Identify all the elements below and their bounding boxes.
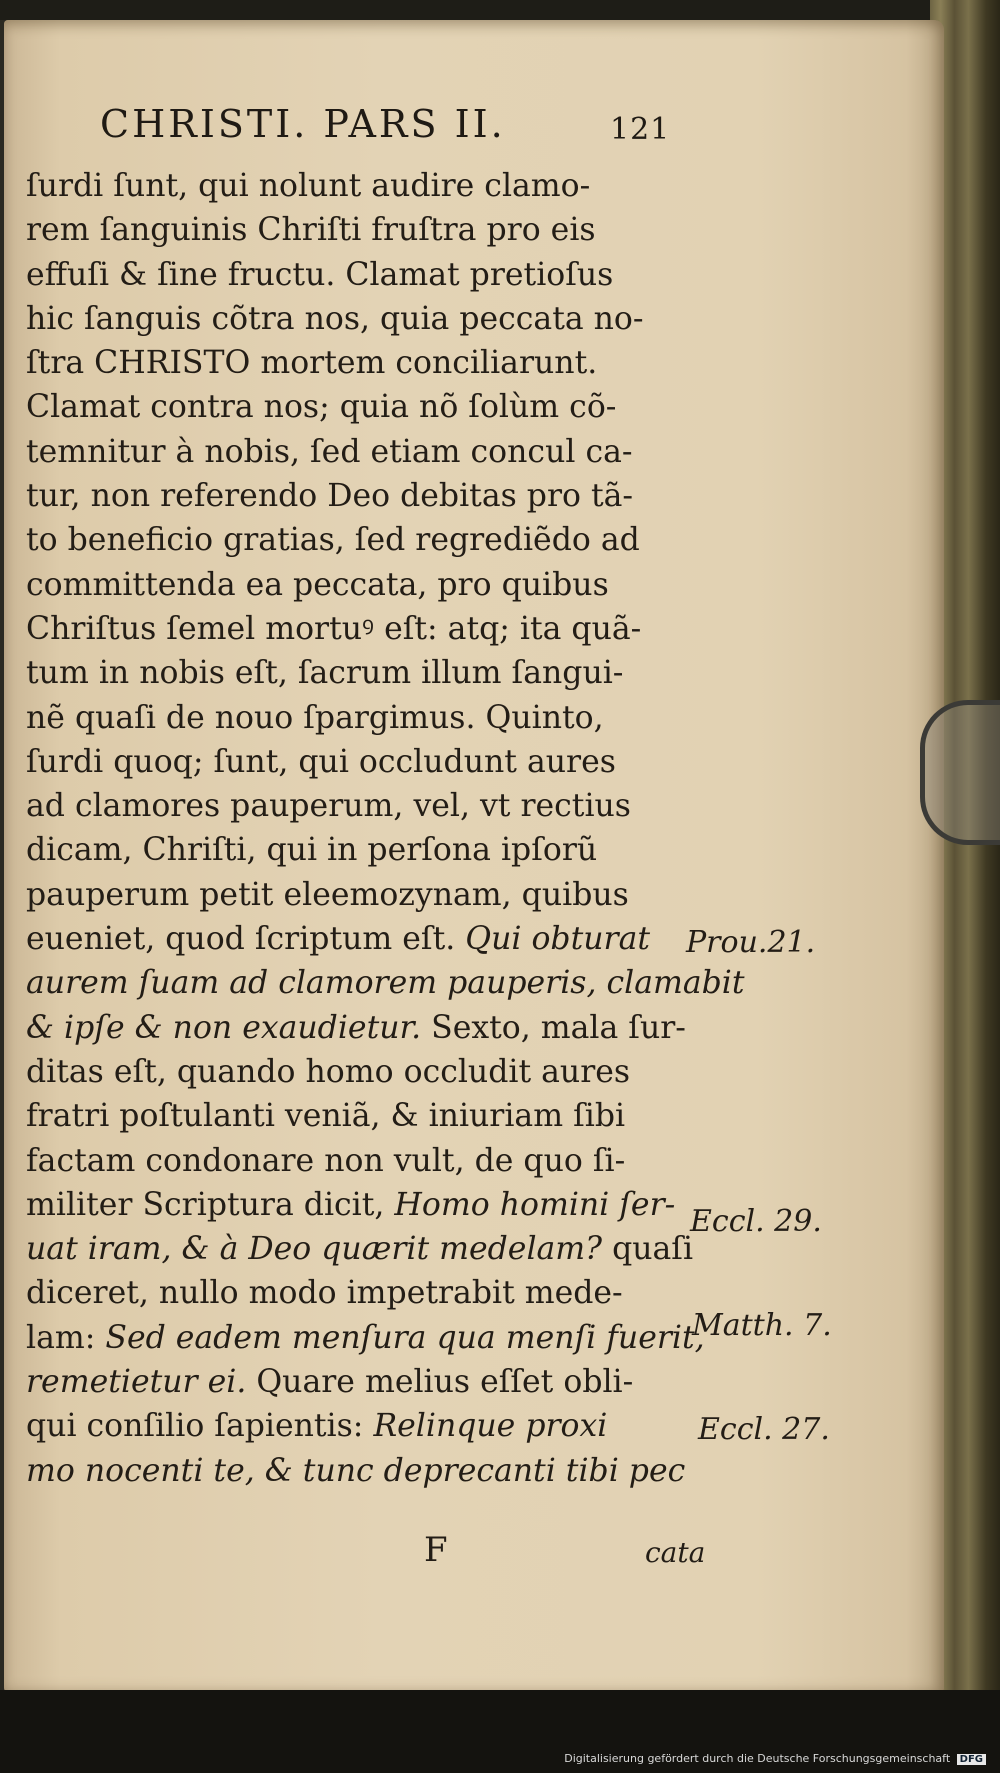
margin-note: Eccl. 29.	[690, 1204, 822, 1239]
italic-quote: uat iram, & à Deo quærit medelam?	[26, 1231, 603, 1268]
text-line: effuſi & ſine fructu. Clamat pretioſus	[26, 256, 614, 293]
text-line: committenda ea peccata, pro quibus	[26, 566, 609, 603]
body-text	[26, 164, 745, 1493]
text-span: quaſi	[602, 1231, 694, 1268]
text-line: ſurdi ſunt, qui nolunt audire clamo-	[26, 168, 591, 204]
margin-note: Matth. 7.	[692, 1308, 832, 1343]
text-line: dicam, Chriſti, qui in perſona ipſorũ	[26, 832, 598, 869]
text-line: Chriſtus ſemel mortuꝰ eſt: atq; ita quã-	[26, 610, 642, 647]
margin-note: Prou.21.	[686, 925, 816, 960]
text-span: lam:	[26, 1319, 106, 1356]
text-line: tur, non referendo Deo debitas pro tã-	[26, 478, 634, 515]
funding-footer	[564, 1752, 986, 1765]
catchword: cata	[645, 1536, 706, 1569]
text-line	[26, 917, 676, 961]
text-line: rem ſanguinis Chriſti fruſtra pro eis	[26, 212, 596, 249]
text-line: fratri poſtulanti veniã, & iniuriam ſibi	[26, 1098, 626, 1135]
text-line	[26, 1449, 686, 1493]
italic-quote: Homo homini ſer-	[394, 1186, 676, 1223]
book-page	[4, 20, 944, 1692]
text-span: eueniet, quod ſcriptum eſt.	[26, 921, 456, 958]
text-line: hic ſanguis cõtra nos, quia peccata no-	[26, 300, 644, 337]
footer-text: Digitalisierung gefördert durch die Deutsche Forschungsgemeinschaft	[564, 1752, 951, 1765]
text-span: qui conſilio ſapientis:	[26, 1408, 374, 1445]
text-line: ſurdi quoq; ſunt, qui occludunt aures	[26, 743, 616, 780]
text-line	[26, 1006, 686, 1050]
scan-top-edge	[0, 0, 1000, 20]
italic-quote: aurem ſuam ad clamorem pauperis, clamabit	[26, 965, 745, 1002]
text-span: Quare melius eſſet obli-	[246, 1364, 634, 1401]
text-line: diceret, nullo modo impetrabit mede-	[26, 1275, 623, 1312]
text-line: ad clamores pauperum, vel, vt rectius	[26, 788, 631, 825]
italic-quote: remetietur ei.	[26, 1364, 247, 1401]
text-line: pauperum petit eleemozynam, quibus	[26, 876, 629, 913]
text-line: ditas eſt, quando homo occludit aures	[26, 1053, 631, 1090]
page-number: 121	[610, 112, 671, 147]
text-line	[26, 1183, 676, 1227]
text-line	[26, 961, 745, 1005]
text-line: to beneficio gratias, ſed regrediẽdo ad	[26, 522, 640, 559]
text-line: tum in nobis eſt, ſacrum illum ſangui-	[26, 655, 624, 692]
text-line: Clamat contra nos; quia nõ ſolùm cõ-	[26, 389, 617, 426]
text-line	[26, 1316, 705, 1360]
dfg-logo: DFG	[957, 1754, 986, 1765]
signature-mark: F	[424, 1530, 448, 1570]
text-line	[26, 1360, 676, 1404]
italic-quote: Sed eadem menſura qua menſi fuerit,	[105, 1319, 705, 1356]
italic-quote: mo nocenti te, & tunc deprecanti tibi pec	[26, 1452, 686, 1489]
text-line: nẽ quaſi de nouo ſpargimus. Quinto,	[26, 699, 604, 736]
margin-note: Eccl. 27.	[698, 1412, 830, 1447]
italic-quote: & ipſe & non exaudietur.	[26, 1009, 422, 1046]
text-line: factam condonare non vult, de quo ſi-	[26, 1142, 626, 1179]
text-line: temnitur à nobis, ſed etiam concul ca-	[26, 433, 633, 470]
page-clip	[920, 700, 1000, 845]
text-span: Sexto, mala ſur-	[421, 1009, 686, 1046]
running-title: CHRISTI. PARS II.	[100, 102, 506, 146]
text-line: ſtra CHRISTO mortem conciliarunt.	[26, 345, 598, 382]
text-line	[26, 1227, 694, 1271]
italic-quote: Qui obturat	[465, 921, 651, 958]
text-span: militer Scriptura dicit,	[26, 1186, 395, 1223]
italic-quote: Relinque proxi	[373, 1408, 608, 1445]
text-line	[26, 1404, 676, 1448]
